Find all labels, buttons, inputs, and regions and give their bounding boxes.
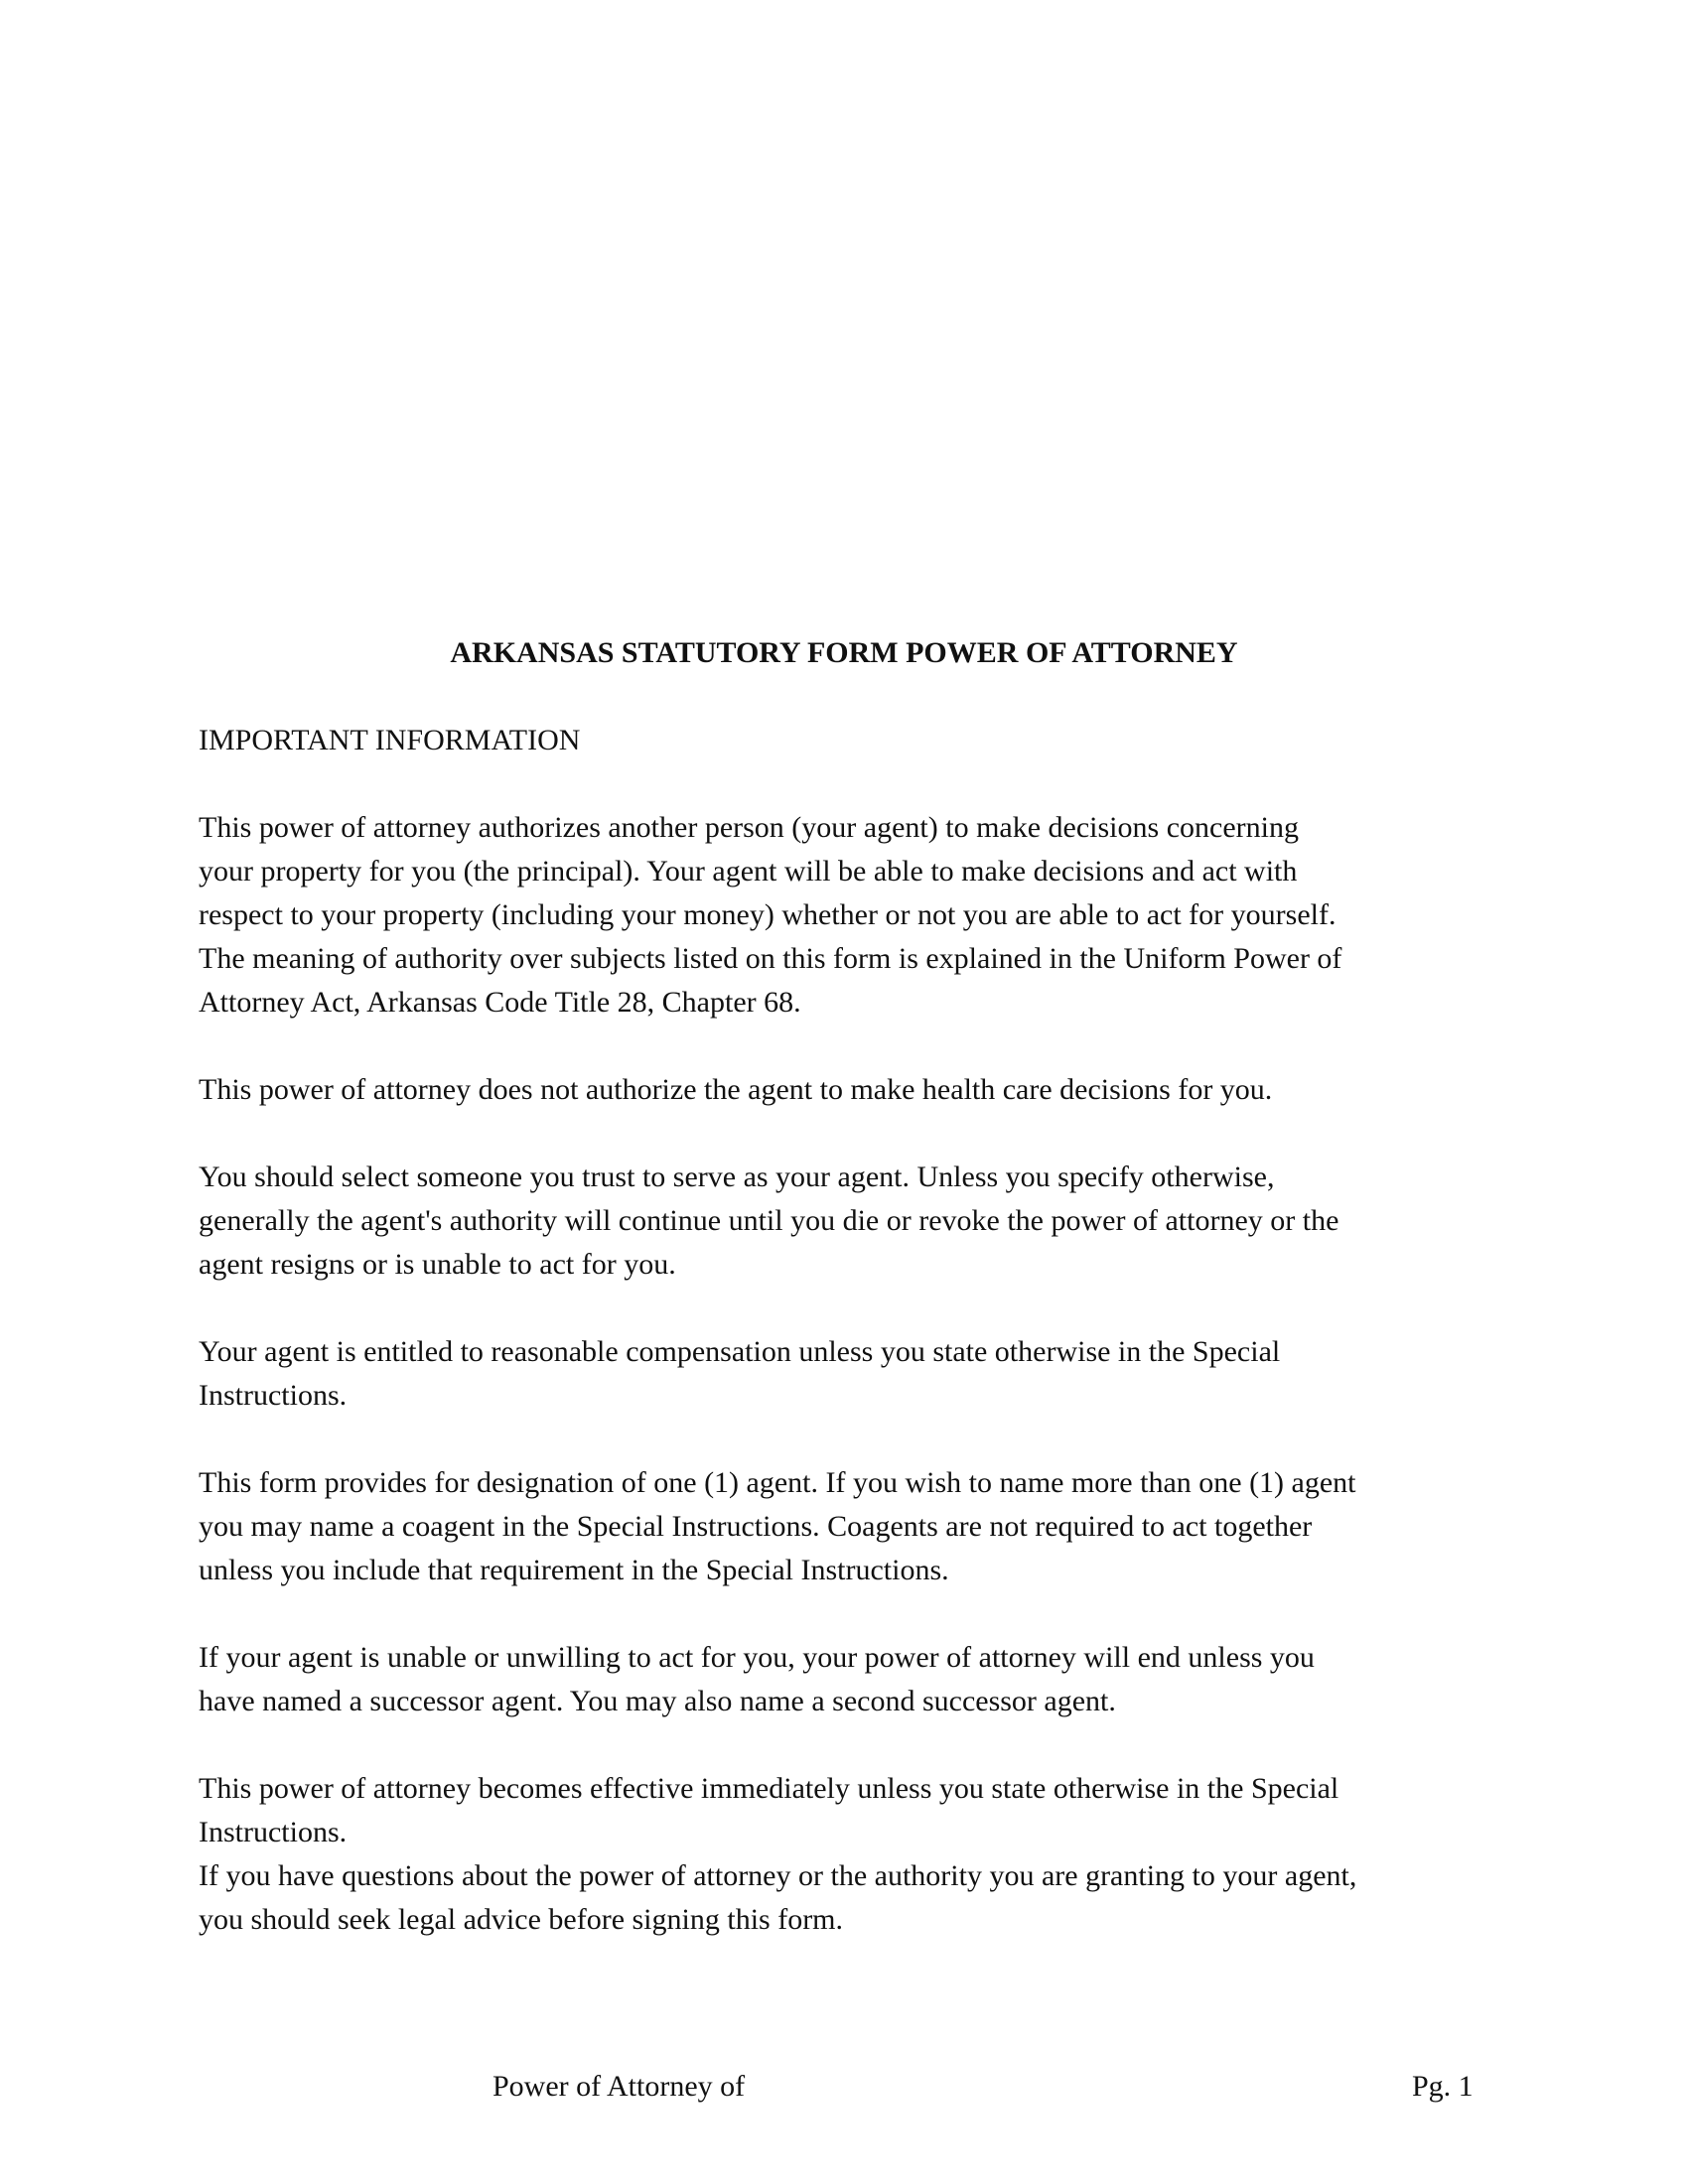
paragraph-line: generally the agent's authority will continue until you die or revoke the power of attorney or the [199,1204,1339,1237]
section-heading [199,719,1499,762]
paragraph-line: If your agent is unable or unwilling to act for you, your power of attorney will end unless you [199,1641,1315,1674]
paragraph-coagent [199,1461,1499,1592]
paragraph-compensation [199,1330,1499,1418]
paragraph-line: have named a successor agent. You may also name a second successor agent. [199,1685,1116,1717]
paragraph-line: You should select someone you trust to serve as your agent. Unless you specify otherwise, [199,1160,1275,1193]
paragraph-line: respect to your property (including your money) whether or not you are able to act for yourself. [199,898,1336,931]
paragraph-line: you should seek legal advice before signing this form. [199,1903,844,1936]
paragraph-line: your property for you (the principal). Your agent will be able to make decisions and act with [199,855,1298,887]
paragraph-line: This power of attorney does not authorize the agent to make health care decisions for you. [199,1073,1273,1106]
paragraph-line: Your agent is entitled to reasonable compensation unless you state otherwise in the Special [199,1335,1281,1368]
paragraph-successor-agent [199,1636,1499,1723]
paragraph-line: unless you include that requirement in the Special Instructions. [199,1554,949,1586]
paragraph-line: agent resigns or is unable to act for you. [199,1248,676,1281]
paragraph-effective [199,1767,1499,1942]
section-heading-text: IMPORTANT INFORMATION [199,724,581,756]
paragraph-line: you may name a coagent in the Special Instructions. Coagents are not required to act together [199,1510,1313,1543]
paragraph-line: Instructions. [199,1816,348,1848]
paragraph-line: The meaning of authority over subjects listed on this form is explained in the Uniform Power of [199,942,1342,975]
footer-document-label: Power of Attorney of [492,2070,746,2103]
paragraph-line: Instructions. [199,1379,348,1412]
paragraph-line: This form provides for designation of one (1) agent. If you wish to name more than one (1) agent [199,1466,1356,1499]
paragraph-agent-authority [199,806,1499,1024]
document-title: ARKANSAS STATUTORY FORM POWER OF ATTORNEY [450,636,1238,669]
paragraph-line: This power of attorney authorizes another person (your agent) to make decisions concerning [199,811,1299,844]
paragraph-line: If you have questions about the power of attorney or the authority you are granting to your agent, [199,1859,1357,1892]
footer-page-number: Pg. 1 [1412,2070,1474,2103]
paragraph-line: Attorney Act, Arkansas Code Title 28, Chapter 68. [199,986,801,1019]
paragraph-select-agent [199,1156,1499,1287]
paragraph-health-care [199,1068,1499,1112]
paragraph-line: This power of attorney becomes effective immediately unless you state otherwise in the Special [199,1772,1339,1805]
